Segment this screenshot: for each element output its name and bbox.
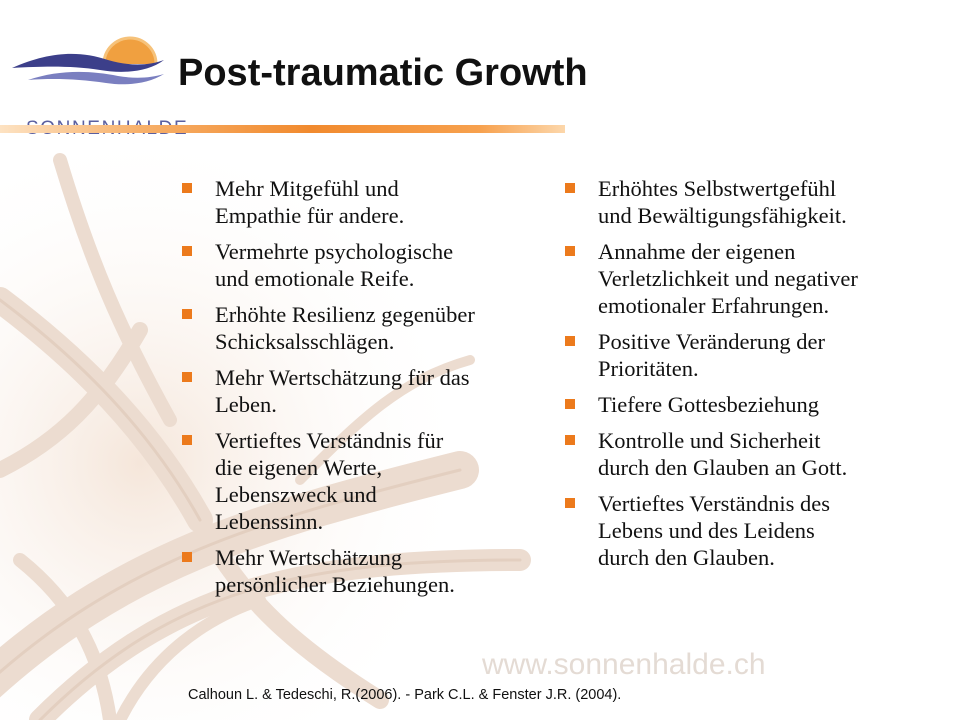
- bullet-text: Annahme der eigenen Verletzlichkeit und negativer emotionaler Erfahrungen.: [598, 239, 858, 318]
- bullet-item: [565, 328, 925, 382]
- bullet-text: Vertieftes Verständnis für die eigenen Werte, Lebenszweck und Lebenssinn.: [215, 428, 444, 534]
- bullet-item: [182, 301, 537, 355]
- square-bullet-icon: [182, 435, 192, 445]
- right-bullet-list: [565, 175, 925, 580]
- website-watermark: www.sonnenhalde.ch: [482, 648, 766, 681]
- bullet-item: [565, 238, 925, 319]
- bullet-text: Kontrolle und Sicherheit durch den Glauben an Gott.: [598, 428, 848, 480]
- bullet-text: Mehr Mitgefühl und Empathie für andere.: [215, 176, 405, 228]
- bullet-text: Mehr Wertschätzung für das Leben.: [215, 365, 470, 417]
- bullet-item: [565, 427, 925, 481]
- square-bullet-icon: [565, 498, 575, 508]
- bullet-item: [182, 544, 537, 598]
- bullet-item: [565, 490, 925, 571]
- bullet-item: [182, 364, 537, 418]
- bullet-text: Erhöhtes Selbstwertgefühl und Bewältigungsfähigkeit.: [598, 176, 847, 228]
- bullet-item: [182, 427, 537, 535]
- citation-footer: Calhoun L. & Tedeschi, R.(2006). - Park C.L. & Fenster J.R. (2004).: [188, 687, 622, 703]
- bullet-text: Vertieftes Verständnis des Lebens und des Leidens durch den Glauben.: [598, 491, 831, 570]
- square-bullet-icon: [182, 246, 192, 256]
- left-bullet-list: [182, 175, 537, 607]
- square-bullet-icon: [182, 552, 192, 562]
- square-bullet-icon: [565, 399, 575, 409]
- sonnenhalde-logo: [8, 30, 166, 116]
- bullet-text: Positive Veränderung der Prioritäten.: [598, 329, 826, 381]
- slide-title: Post-traumatic Growth: [178, 52, 588, 94]
- square-bullet-icon: [565, 435, 575, 445]
- bullet-item: [565, 391, 925, 418]
- bullet-text: Tiefere Gottesbeziehung: [598, 392, 819, 417]
- bullet-item: [182, 175, 537, 229]
- square-bullet-icon: [182, 183, 192, 193]
- bullet-text: Erhöhte Resilienz gegenüber Schicksalsschlägen.: [215, 302, 475, 354]
- bullet-text: Mehr Wertschätzung persönlicher Beziehungen.: [215, 545, 455, 597]
- square-bullet-icon: [565, 336, 575, 346]
- bullet-text: Vermehrte psychologische und emotionale Reife.: [215, 239, 454, 291]
- bullet-item: [182, 238, 537, 292]
- title-underline-bar: [0, 125, 565, 133]
- square-bullet-icon: [182, 372, 192, 382]
- bullet-item: [565, 175, 925, 229]
- square-bullet-icon: [182, 309, 192, 319]
- square-bullet-icon: [565, 183, 575, 193]
- logo-emblem: [8, 30, 166, 90]
- square-bullet-icon: [565, 246, 575, 256]
